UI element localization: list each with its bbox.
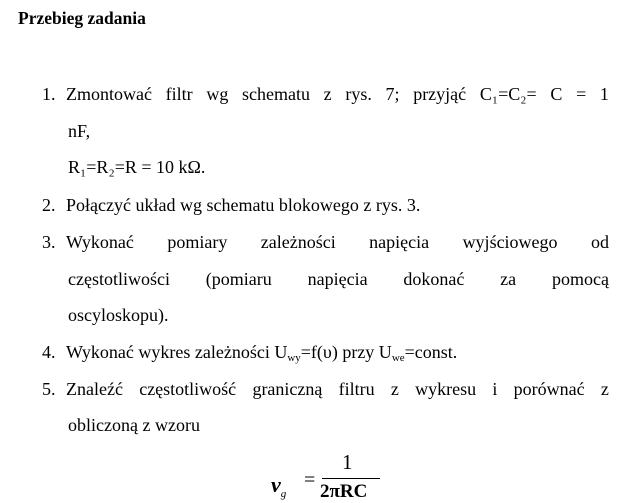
formula-lhs: $\nu_g$ <box>271 472 287 500</box>
word: schematu <box>242 84 310 104</box>
word: za <box>500 269 517 289</box>
word: z <box>390 379 399 399</box>
word: z <box>600 379 609 399</box>
word: zależności <box>260 232 336 252</box>
formula-denominator: 2πRC <box>320 481 368 502</box>
word: od <box>590 232 609 252</box>
word: przyjąć <box>413 84 467 104</box>
item-number: 3. <box>42 232 56 252</box>
word: częstotliwości <box>68 269 170 289</box>
word: wykresu <box>415 379 477 399</box>
word: rys. <box>345 84 372 104</box>
item-5-line-2: obliczoną z wzoru <box>68 415 200 435</box>
word: wg <box>206 84 229 104</box>
item-4-text: Wykonać wykres zależności $U_{wy}=f(\upsilon)$ przy $U_{we}=const$. <box>66 342 458 364</box>
cutoff-frequency-formula <box>268 448 388 502</box>
word: częstotliwość <box>139 379 237 399</box>
item-1-line-2: nF, <box>68 121 91 141</box>
item-1-line-3: R₁=R₂=R = 10 kΩ. <box>68 157 206 177</box>
word: graniczną <box>252 379 323 399</box>
word: porównać <box>513 379 585 399</box>
word: filtr <box>165 84 193 104</box>
item-number: 1. <box>42 84 56 104</box>
word: z <box>323 84 332 104</box>
item-2-text: Połączyć układ wg schematu blokowego z rys. 3. <box>66 195 421 215</box>
section-heading: Przebieg zadania <box>18 8 146 28</box>
word: 7; <box>385 84 400 104</box>
item-3-line-2 <box>68 268 609 290</box>
word: pomocą <box>551 269 609 289</box>
item-1-line-1 <box>66 83 609 105</box>
word: i <box>492 379 498 399</box>
word: 1 <box>599 84 609 104</box>
word: wyjściowego <box>462 232 558 252</box>
word: C <box>550 84 563 104</box>
fraction-bar <box>322 478 380 479</box>
word: napięcia <box>369 232 430 252</box>
formula-equals: = <box>304 469 316 491</box>
word: = <box>576 84 587 104</box>
word: filtru <box>338 379 375 399</box>
word: pomiary <box>167 232 228 252</box>
word: Znaleźć <box>66 379 123 399</box>
word: dokonać <box>403 269 465 289</box>
item-number: 4. <box>42 342 56 362</box>
item-number: 2. <box>42 195 56 215</box>
word: napięcia <box>307 269 368 289</box>
word: Wykonać <box>66 232 134 252</box>
item-3-line-1 <box>66 231 609 253</box>
word: (pomiaru <box>205 269 272 289</box>
item-3-line-3: oscyloskopu). <box>68 305 169 325</box>
formula-numerator: 1 <box>342 450 353 474</box>
item-5-line-1 <box>66 378 609 400</box>
word: Zmontować <box>66 84 152 104</box>
word: C₁=C₂= <box>479 84 537 104</box>
item-number: 5. <box>42 379 56 399</box>
